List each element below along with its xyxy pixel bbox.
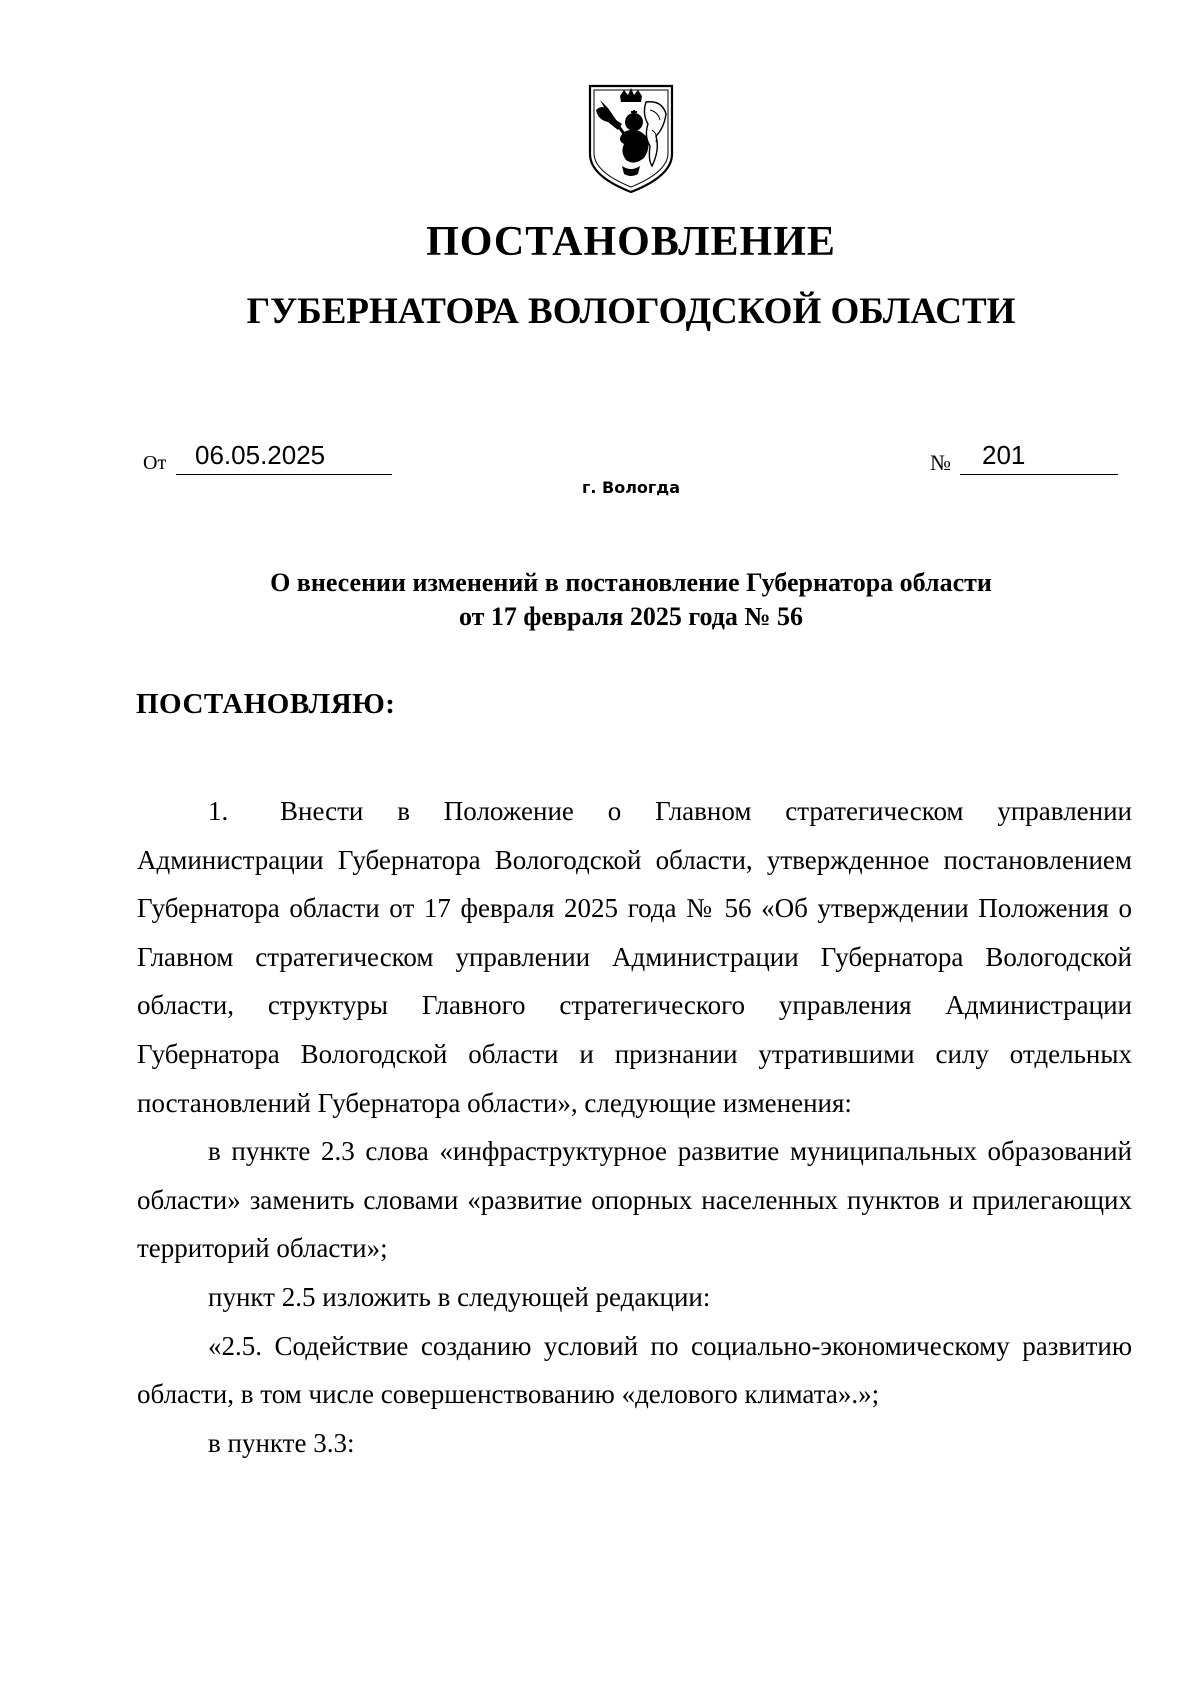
paragraph-2: в пункте 2.3 слова «инфраструктурное развитие муниципальных образований области» заменить словами «развитие опорных населенных пунктов и прилегающих территорий области»;	[137, 1136, 1132, 1264]
subject-line-2: от 17 февраля 2025 года № 56	[458, 602, 804, 631]
document-date: 06.05.2025	[195, 440, 326, 470]
document-subject	[0, 566, 1200, 634]
number-label: №	[930, 450, 951, 475]
paragraph-4: «2.5. Содействие созданию условий по социально-экономическому развитию области, в том числе совершенствованию «делового климата».»;	[137, 1330, 1132, 1410]
date-label: От	[143, 452, 167, 474]
vologda-coat-of-arms-icon	[586, 80, 676, 198]
paragraph-3: пункт 2.5 изложить в следующей редакции:	[208, 1281, 711, 1312]
decree-heading: ПОСТАНОВЛЯЮ:	[136, 688, 396, 720]
date-number-row	[0, 440, 1200, 480]
paragraph-5: в пункте 3.3:	[208, 1427, 355, 1458]
document-body	[137, 787, 1132, 1467]
item-number: 1.	[208, 796, 229, 826]
subject-line-1: О внесении изменений в постановление Губернатора области	[270, 568, 992, 597]
number-underline	[960, 474, 1118, 475]
paragraph-item-1	[137, 787, 1132, 1127]
document-number: 201	[982, 440, 1026, 470]
issuing-authority-title: ГУБЕРНАТОРА ВОЛОГОДСКОЙ ОБЛАСТИ	[246, 291, 1016, 332]
city-name: г. Вологда	[582, 478, 680, 497]
document-type-title: ПОСТАНОВЛЕНИЕ	[426, 219, 836, 265]
item-1-text: Внести в Положение о Главном стратегическом управлении Администрации Губернатора Вологодской области, утвержденное постановлением Губернатора области от 17 февраля 2025 года № 56 «Об утверждении Положения о Главном стратегическом управлении Администрации Губернатора Вологодской области, структуры Главного стратегического управления Администрации Губернатора Вологодской области и признании утратившими силу отдельных постановлений Губернатора области», следующие изменения:	[137, 796, 1132, 1118]
date-underline	[176, 474, 392, 475]
